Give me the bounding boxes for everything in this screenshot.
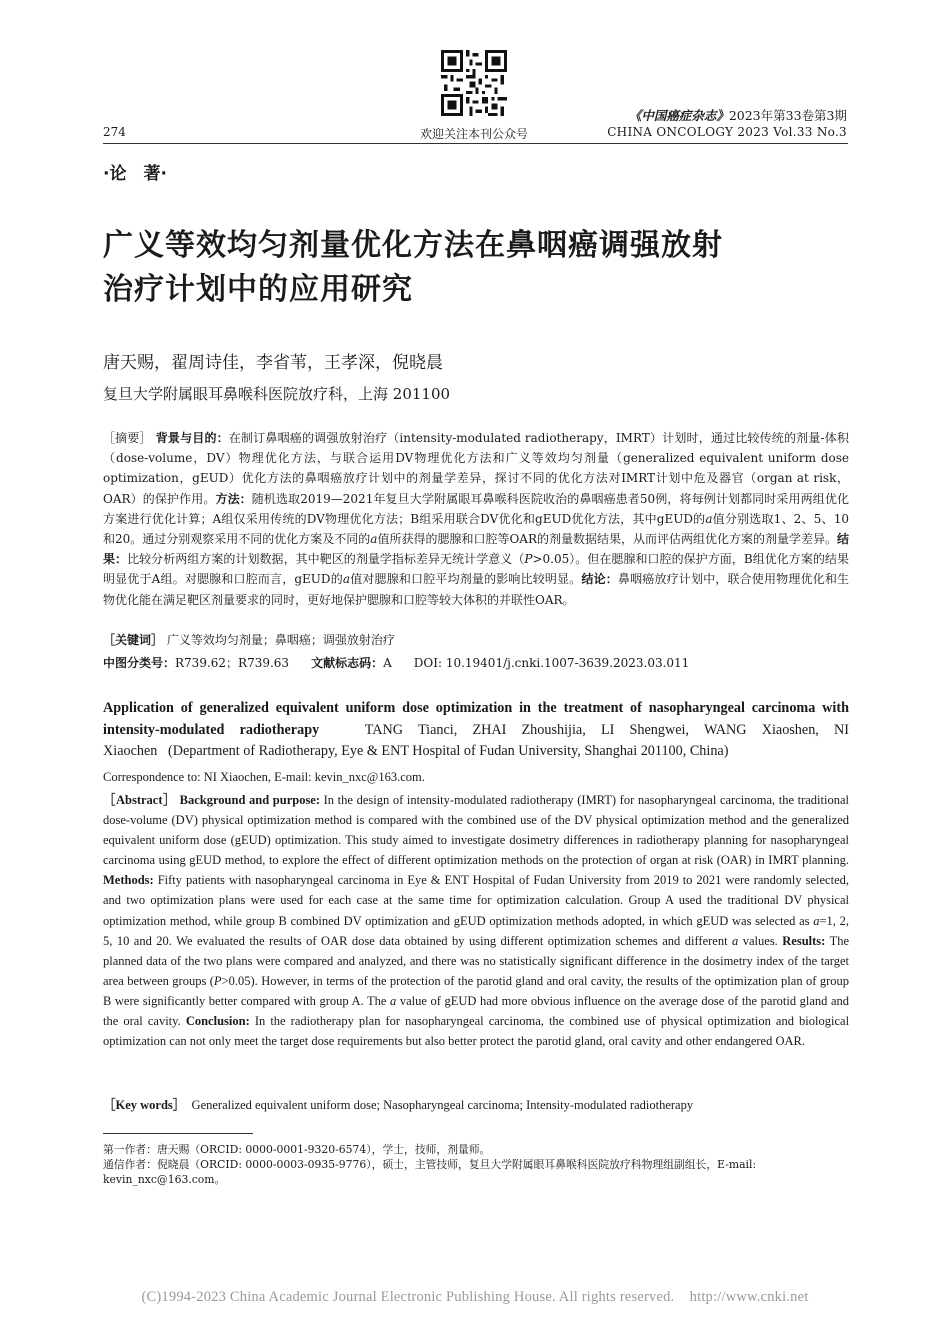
abstract-cn-conclusion-text: 鼻咽癌放疗计划中，联合使用物理优化和生物优化能在满足靶区剂量要求的同时，更好地保护腮腺和口腔等较大体积的并联性OAR。 <box>103 572 849 607</box>
abstract-cn-bg-text: 在制订鼻咽癌的调强放射治疗（intensity-modulated radiotherapy，IMRT）计划时，通过比较传统的剂量-体积（dose-volume，DV）物理优化方法，与联合运用DV物理优化方法和广义等效均匀剂量（generalized equivalent uniform dose optimization，gEUD）优化方法的鼻咽癌放疗计划中的剂量学差异，探讨不同的优化方法对IMRT计划中危及器官（organ at risk，OAR）的保护作用。 <box>103 431 849 506</box>
abstract-en-var-a: a <box>390 993 397 1008</box>
abstract-en-results-text-1: The planned data of the two plans were compared and analyzed, and there was no statistically significant difference in the dosimetry index of the target area between groups ( <box>103 933 850 988</box>
doi: DOI: 10.19401/j.cnki.1007-3639.2023.03.011 <box>413 656 690 670</box>
abstract-en-results-text-3: value of gEUD had more obvious influence on the average dose of the parotid gland and the oral cavity. <box>103 993 850 1029</box>
abstract-en-methods-text-1: Fifty patients with nasopharyngeal carcinoma in Eye & ENT Hospital of Fudan University from 2019 to 2021 were randomly selected, and two optimization plans were used for each case at the same time for optimization calculation. Group A used the traditional DV physical optimization method, while group B combined DV optimization and gEUD optimization methods adopted, in which gEUD was selected as <box>103 873 850 928</box>
journal-cn-name: 《中国癌症杂志》 <box>628 108 729 123</box>
keywords-cn <box>103 631 849 648</box>
page-number: 274 <box>103 125 126 139</box>
abstract-cn-methods-text-1: 随机选取2019—2021年复旦大学附属眼耳鼻喉科医院收治的鼻咽癌患者50例，将每例计划都同时采用两组优化方案进行优化计算；A组仅采用传统的DV物理优化方法；B组采用联合DV优化和gEUD优化方法，其中gEUD的 <box>103 491 849 526</box>
abstract-en-p: P <box>213 973 222 988</box>
abstract-en-conclusion-label: Conclusion: <box>185 1014 250 1029</box>
clc-value: R739.62；R739.63 <box>175 656 290 670</box>
affiliation-en: (Department of Radiotherapy, Eye & ENT Hospital of Fudan University, Shanghai 201100, China) <box>168 743 729 759</box>
abstract-cn <box>103 428 849 610</box>
abstract-en-bg-text: In the design of intensity-modulated radiotherapy (IMRT) for nasopharyngeal carcinoma, the traditional dose-volume (DV) physical optimization method is compared with the combined use of the DV physical optimization method and the generalized equivalent uniform dose (gEUD) optimization. This study aimed to investigate dosimetry differences in radiotherapy planning for nasopharyngeal carcinoma using gEUD method, to explore the effect of different optimization methods on the protection of organ at risk (OAR) in IMRT planning. <box>103 793 849 868</box>
article-title-cn <box>103 224 863 312</box>
clc-label: 中图分类号： <box>103 656 176 670</box>
doc-code-label: 文献标志码： <box>311 656 384 670</box>
english-title-block <box>103 698 849 763</box>
abstract-en-methods-label: Methods: <box>103 873 154 888</box>
abstract-cn-p: P <box>524 552 533 567</box>
abstract-cn-methods-text-3: 值所获得的腮腺和口腔等OAR的剂量数据结果，从而评估两组优化方案的剂量学差异。 <box>377 532 837 547</box>
keywords-cn-text: 广义等效均匀剂量；鼻咽癌；调强放射治疗 <box>166 633 395 647</box>
abstract-en-results-label: Results: <box>782 933 826 948</box>
footnote-corresponding-author: 通信作者：倪晓晨（ORCID: 0000-0003-0935-9776），硕士，主管技师，复旦大学附属眼耳鼻喉科医院放疗科物理组副组长，E-mail: kevin_nxc@163.com。 <box>103 1158 757 1187</box>
abstract-cn-results-text-1: 比较分析两组方案的计划数据，其中靶区的剂量学指标差异无统计学意义（ <box>127 552 525 567</box>
abstract-en-var-a: a <box>813 913 820 928</box>
abstract-cn-methods-text-2: 值分别选取1、2、5、10和20。通过分别观察采用不同的优化方案及不同的 <box>103 511 849 547</box>
keywords-en <box>103 1095 849 1113</box>
footnote-divider <box>103 1133 253 1134</box>
keywords-en-label: ［Key words］ <box>103 1098 186 1112</box>
abstract-cn-var-a: a <box>370 532 378 547</box>
doc-code-value: A <box>383 656 392 670</box>
clc <box>103 656 289 670</box>
keywords-cn-label: ［关键词］ <box>103 633 164 647</box>
copyright-watermark: (C)1994-2023 China Academic Journal Electronic Publishing House. All rights reserved. http://www.cnki.net <box>141 1289 809 1305</box>
journal-cn-header <box>629 106 847 124</box>
title-cn-line-1: 广义等效均匀剂量优化方法在鼻咽癌调强放射 <box>103 228 723 263</box>
authors-en: TANG Tianci, ZHAI Zhoushijia, LI Shengwei, WANG Xiaoshen, NI Xiaochen <box>103 721 849 759</box>
article-title-en: Application of generalized equivalent uniform dose optimization in the treatment of nasopharyngeal carcinoma with intensity-modulated radiotherapy <box>103 700 849 738</box>
abstract-en-methods-text-3: values. <box>742 933 778 948</box>
abstract-en-conclusion-text: In the radiotherapy plan for nasopharyngeal carcinoma, the combined use of physical optimization and biological optimization can not only meet the target dose requirements but also better protect the parotid gland, oral cavity and other endangered OAR. <box>103 1014 850 1049</box>
abstract-cn-label: ［摘要］ <box>103 431 152 445</box>
abstract-cn-results-text-3: 值对腮腺和口腔平均剂量的影响比较明显。 <box>350 572 582 587</box>
abstract-en-methods-text-2: =1, 2, 5, 10 and 20. We evaluated the results of OAR dose data obtained by using different optimization schemes and different <box>103 913 849 948</box>
abstract-cn-bg-label: 背景与目的： <box>155 431 229 445</box>
section-label: ·论 著· <box>103 164 167 184</box>
wechat-qr-code-icon <box>441 50 507 116</box>
abstract-cn-methods-label: 方法： <box>215 491 252 506</box>
abstract-en <box>103 790 849 1051</box>
journal-cn-issue: 2023年第33卷第3期 <box>728 108 847 123</box>
abstract-cn-var-a: a <box>342 572 351 587</box>
footnote-first-author: 第一作者：唐天赐（ORCID: 0000-0001-9320-6574），学士，技师，剂量师。 <box>103 1143 491 1156</box>
qr-caption: 欢迎关注本刊公众号 <box>419 127 528 141</box>
abstract-en-var-a: a <box>732 933 739 948</box>
title-cn-line-2: 治疗计划中的应用研究 <box>103 272 413 307</box>
abstract-cn-results-label: 结果： <box>103 532 849 567</box>
keywords-en-text: Generalized equivalent uniform dose; Nasopharyngeal carcinoma; Intensity-modulated radiotherapy <box>191 1098 694 1112</box>
abstract-en-bg-label: Background and purpose: <box>179 793 321 807</box>
abstract-en-label: ［Abstract］ <box>103 793 176 807</box>
classification-line <box>103 654 849 671</box>
abstract-cn-var-a: a <box>705 511 713 526</box>
abstract-cn-conclusion-label: 结论： <box>581 572 618 587</box>
header-divider <box>103 143 848 144</box>
doc-code <box>311 656 392 670</box>
affiliation-cn: 复旦大学附属眼耳鼻喉科医院放疗科，上海 201100 <box>103 385 451 403</box>
correspondence: Correspondence to: NI Xiaochen, E-mail: kevin_nxc@163.com. <box>103 770 425 784</box>
authors-cn: 唐天赐，翟周诗佳，李省苇，王孝深，倪晓晨 <box>103 353 443 373</box>
abstract-cn-results-text-2: >0.05）。但在腮腺和口腔的保护方面，B组优化方案的结果明显优于A组。对腮腺和口腔而言，gEUD的 <box>103 552 849 587</box>
footnotes <box>103 1142 849 1188</box>
journal-en-header: CHINA ONCOLOGY 2023 Vol.33 No.3 <box>607 125 847 139</box>
abstract-en-results-text-2: >0.05). However, in terms of the protection of the parotid gland and oral cavity, the results of the optimization plan of group B were significantly better compared with group A. The <box>103 973 849 1008</box>
